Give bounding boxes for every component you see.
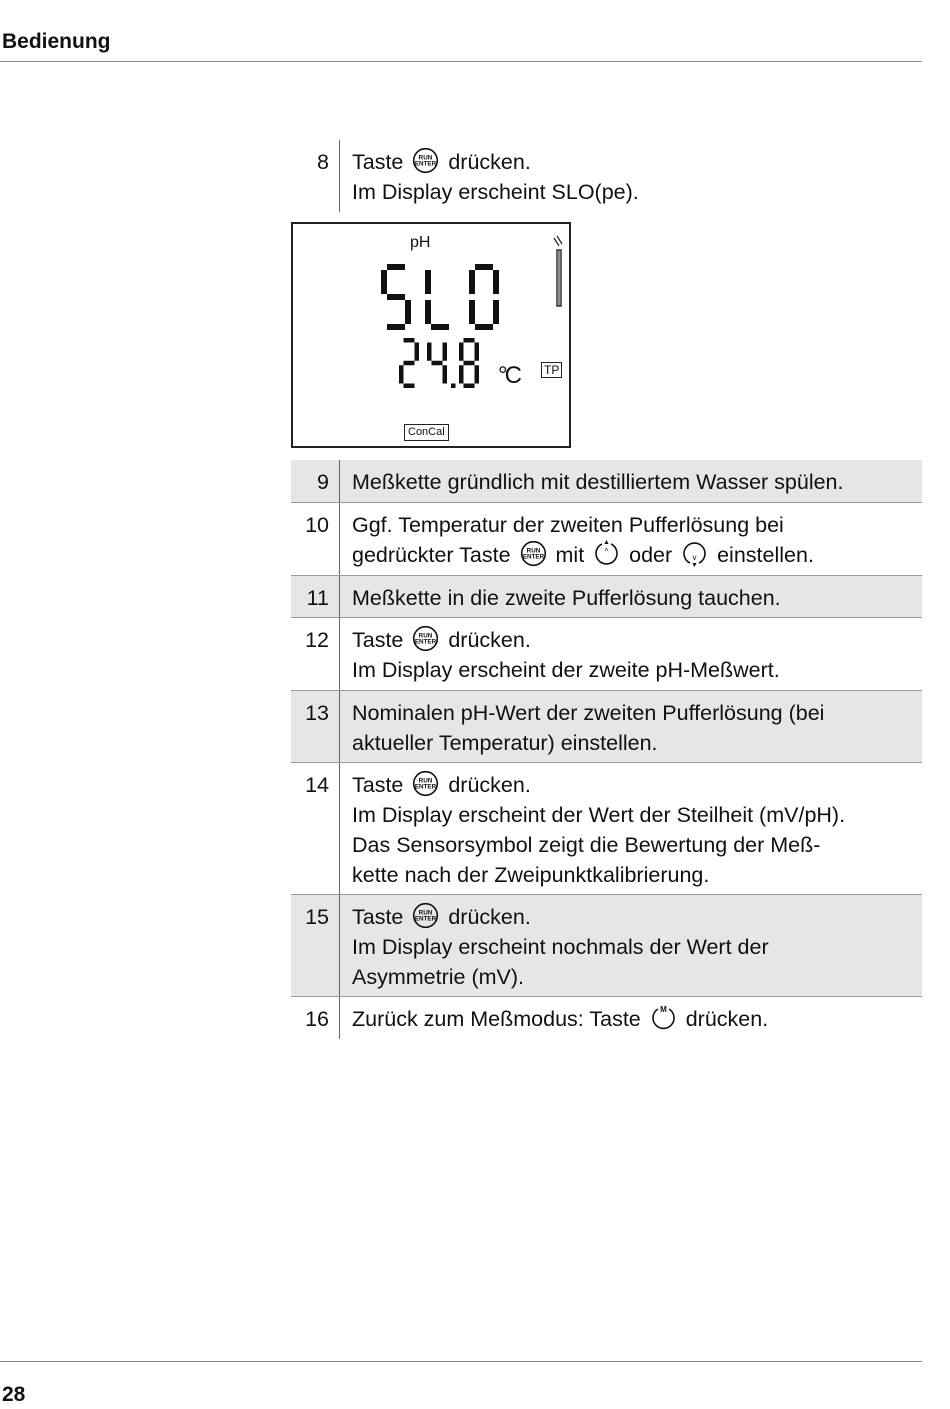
step-number: 12 (291, 618, 340, 690)
svg-text:M: M (659, 1005, 667, 1015)
run-enter-key-icon (412, 625, 439, 652)
run-enter-key-icon (412, 770, 439, 797)
step-line (352, 583, 912, 613)
page-number: 28 (2, 1383, 26, 1406)
step-text-segment: drücken. (442, 628, 531, 652)
step-text-segment: Ggf. Temperatur der zweiten Pufferlösung bei (352, 513, 784, 537)
step-text (352, 997, 922, 1041)
page-header-title: Bedienung (2, 30, 111, 53)
step-text-segment: drücken. (442, 773, 531, 797)
step-line (352, 625, 912, 655)
step-number: 15 (291, 895, 340, 996)
step-text (352, 895, 922, 999)
header-rule (0, 61, 922, 62)
step-text (352, 576, 922, 620)
step-text-segment: Taste (352, 773, 410, 797)
step-text (352, 763, 922, 897)
main-readout-segments (379, 264, 509, 336)
step-text (352, 618, 922, 692)
step-text-segment: gedrückter Taste (352, 543, 517, 567)
lcd-decimal-point (451, 384, 456, 389)
svg-text:^: ^ (604, 547, 609, 557)
step-line (352, 467, 912, 497)
step-text-segment: kette nach der Zweipunktkalibrierung. (352, 863, 710, 887)
step-9 (291, 460, 922, 503)
temperature-readout-segments (399, 338, 495, 392)
lcd-digit (381, 264, 411, 330)
step-text-segment: drücken. (442, 905, 531, 929)
svg-text:ENTER: ENTER (415, 915, 437, 923)
svg-text:ENTER: ENTER (415, 160, 437, 168)
step-text (352, 691, 922, 765)
up-arrow-key-icon (593, 540, 620, 567)
svg-text:ENTER: ENTER (415, 783, 437, 791)
step-text-segment: Meßkette in die zweite Pufferlösung tauchen. (352, 586, 781, 610)
step-number: 13 (291, 691, 340, 762)
step-13 (291, 691, 922, 763)
run-enter-key-icon (520, 540, 547, 567)
step-text-segment: Im Display erscheint SLO(pe). (352, 180, 639, 204)
temperature-unit: °C (498, 362, 519, 389)
step-text (352, 140, 922, 214)
step-text-segment: Im Display erscheint nochmals der Wert der (352, 935, 769, 959)
step-11 (291, 576, 922, 618)
step-text-segment: drücken. (679, 1007, 769, 1031)
svg-text:RUN: RUN (419, 909, 433, 917)
step-text (352, 503, 922, 577)
down-arrow-key-icon (681, 540, 708, 567)
step-line (352, 510, 912, 540)
step-8 (291, 140, 922, 212)
run-enter-key-icon (412, 147, 439, 174)
lcd-digit (399, 338, 419, 388)
step-line (352, 800, 912, 830)
m-key-icon (650, 1004, 677, 1031)
run-enter-key-icon (412, 902, 439, 929)
lcd-digit (425, 270, 449, 330)
svg-text:ENTER: ENTER (415, 638, 437, 646)
step-number: 10 (291, 503, 340, 575)
tp-indicator: TP (541, 362, 562, 378)
lcd-display (291, 222, 571, 448)
step-line (352, 770, 912, 800)
step-text-segment: Taste (352, 905, 410, 929)
step-text-segment: Taste (352, 628, 410, 652)
ph-label: pH (410, 234, 431, 251)
step-number: 14 (291, 763, 340, 894)
step-line (352, 728, 912, 758)
step-text-segment: Meßkette gründlich mit destilliertem Wasser spülen. (352, 470, 844, 494)
step-text-segment: mit (549, 543, 591, 567)
step-10 (291, 503, 922, 576)
step-text-segment: Zurück zum Meßmodus: Taste (352, 1007, 647, 1031)
step-text-segment: drücken. (442, 150, 531, 174)
step-16 (291, 997, 922, 1039)
step-12 (291, 618, 922, 691)
lcd-digit (459, 338, 479, 388)
step-15 (291, 895, 922, 997)
step-text-segment: Asymmetrie (mV). (352, 965, 524, 989)
svg-text:RUN: RUN (419, 632, 433, 640)
step-text-segment: Taste (352, 150, 410, 174)
footer-rule (0, 1361, 922, 1362)
step-line (352, 932, 912, 962)
step-line (352, 860, 912, 890)
step-line (352, 177, 912, 207)
step-text-segment: Im Display erscheint der Wert der Steilheit (mV/pH). (352, 803, 846, 827)
step-line (352, 830, 912, 860)
step-text-segment: einstellen. (711, 543, 814, 567)
step-line (352, 540, 912, 570)
step-text-segment: Im Display erscheint der zweite pH-Meßwert. (352, 658, 780, 682)
step-number: 16 (291, 997, 340, 1039)
step-text-segment: Das Sensorsymbol zeigt die Bewertung der Meß- (352, 833, 821, 857)
step-line (352, 655, 912, 685)
svg-text:ENTER: ENTER (522, 553, 544, 561)
step-line (352, 902, 912, 932)
step-number: 11 (291, 576, 340, 617)
step-number: 8 (291, 140, 340, 212)
step-14 (291, 763, 922, 895)
step-text-segment: oder (623, 543, 679, 567)
step-text (352, 460, 922, 504)
step-line (352, 147, 912, 177)
step-line (352, 962, 912, 992)
sensor-probe-icon (552, 234, 564, 312)
step-text-segment: Nominalen pH-Wert der zweiten Pufferlösung (bei (352, 701, 825, 725)
svg-text:RUN: RUN (419, 154, 433, 162)
lcd-digit (469, 264, 499, 330)
step-line (352, 1004, 912, 1034)
step-text-segment: aktueller Temperatur) einstellen. (352, 731, 658, 755)
step-line (352, 698, 912, 728)
svg-text:v: v (692, 553, 697, 563)
svg-text:RUN: RUN (419, 777, 433, 785)
step-number: 9 (291, 460, 340, 502)
lcd-digit (427, 343, 447, 384)
concal-indicator: ConCal (404, 424, 449, 441)
svg-text:RUN: RUN (526, 547, 540, 555)
